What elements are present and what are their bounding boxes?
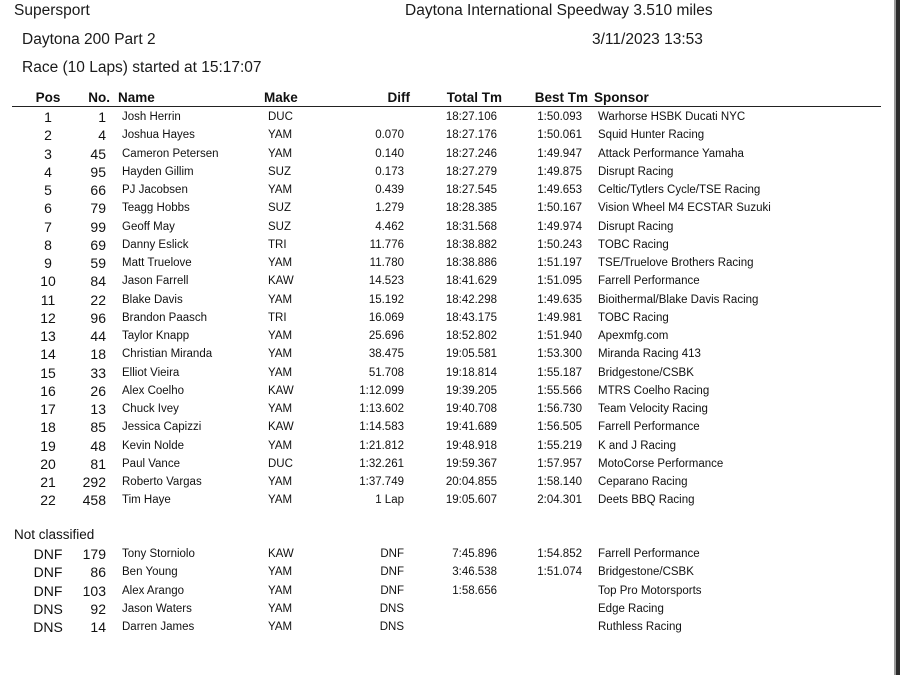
cell-best: 1:54.852 (537, 548, 582, 560)
cell-make: YAM (268, 184, 293, 196)
cell-name: Alex Arango (122, 584, 185, 597)
cell-make: SUZ (268, 165, 291, 178)
series-title: Supersport (14, 2, 90, 19)
cell-sponsor: Disrupt Racing (598, 165, 674, 178)
cell-total: 18:41.629 (445, 275, 497, 288)
cell-make: YAM (268, 366, 293, 379)
report-datetime: 3/11/2023 13:53 (592, 31, 703, 48)
cell-best: 1:50.167 (537, 202, 582, 215)
cell-name: Blake Davis (122, 293, 183, 306)
result-row (0, 382, 900, 400)
cell-no: 66 (90, 182, 106, 198)
cell-best: 1:49.653 (537, 184, 582, 196)
cell-total: 18:28.385 (445, 202, 497, 215)
cell-pos: 15 (40, 364, 56, 381)
cell-total: 19:41.689 (445, 421, 497, 434)
cell-sponsor: Disrupt Racing (598, 220, 674, 233)
cell-sponsor: TOBC Racing (598, 238, 669, 251)
column-header-no: No. (88, 90, 110, 105)
cell-best: 1:51.197 (537, 257, 582, 269)
cell-sponsor: Warhorse HSBK Ducati NYC (598, 111, 746, 123)
cell-no: 69 (90, 236, 106, 253)
result-row (0, 163, 900, 181)
cell-name: Matt Truelove (122, 257, 192, 269)
cell-make: YAM (268, 494, 293, 507)
column-header-diff: Diff (387, 90, 410, 105)
cell-sponsor: Ruthless Racing (598, 621, 682, 633)
cell-no: 85 (90, 419, 106, 436)
cell-name: PJ Jacobsen (122, 184, 188, 196)
cell-best: 2:04.301 (537, 494, 582, 507)
cell-sponsor: MotoCorse Performance (598, 457, 724, 470)
cell-diff: DNF (380, 584, 404, 597)
cell-no: 48 (90, 437, 106, 454)
cell-make: YAM (268, 621, 293, 633)
result-row (0, 236, 900, 254)
cell-diff: DNS (379, 621, 404, 633)
cell-diff: 1:12.099 (359, 384, 404, 397)
cell-make: YAM (268, 348, 293, 361)
result-row (0, 218, 900, 236)
header-divider (12, 106, 881, 107)
cell-sponsor: Bioithermal/Blake Davis Racing (598, 293, 759, 306)
cell-best: 1:49.947 (537, 147, 582, 160)
cell-sponsor: Farrell Performance (598, 421, 700, 434)
cell-sponsor: Celtic/Tytlers Cycle/TSE Racing (598, 184, 761, 196)
cell-name: Josh Herrin (122, 111, 181, 123)
cell-pos: 6 (44, 200, 52, 217)
result-row (0, 254, 900, 272)
cell-make: YAM (268, 602, 293, 615)
cell-no: 96 (90, 309, 106, 326)
cell-best: 1:51.095 (537, 275, 582, 288)
cell-name: Christian Miranda (122, 348, 213, 361)
cell-diff: DNF (380, 548, 404, 560)
cell-diff: 11.780 (369, 257, 404, 269)
cell-no: 81 (90, 455, 106, 472)
cell-diff: 1:32.261 (359, 457, 404, 470)
column-header-name: Name (118, 90, 155, 105)
cell-name: Taylor Knapp (122, 330, 190, 342)
cell-sponsor: TOBC Racing (598, 311, 669, 324)
page-edge (896, 0, 900, 675)
cell-name: Chuck Ivey (122, 403, 179, 415)
result-row (0, 291, 900, 309)
cell-no: 4 (98, 127, 106, 144)
cell-name: Ben Young (122, 566, 178, 579)
cell-name: Elliot Vieira (122, 366, 180, 379)
cell-best: 1:51.074 (537, 566, 582, 579)
result-row (0, 108, 900, 126)
cell-sponsor: Deets BBQ Racing (598, 494, 695, 507)
cell-diff: 0.439 (375, 184, 404, 196)
cell-sponsor: Ceparano Racing (598, 476, 688, 488)
cell-diff: 0.070 (375, 129, 404, 142)
result-row (0, 145, 900, 163)
not-classified-row (0, 563, 900, 581)
cell-pos: 13 (40, 328, 56, 344)
cell-pos: 10 (40, 273, 56, 290)
cell-no: 22 (90, 291, 106, 308)
column-header-pos: Pos (35, 90, 61, 105)
cell-diff: 15.192 (368, 293, 404, 306)
cell-pos: 19 (40, 437, 56, 454)
cell-make: DUC (268, 457, 293, 470)
cell-no: 95 (90, 163, 106, 180)
cell-name: Alex Coelho (122, 384, 185, 397)
cell-pos: DNS (33, 600, 63, 617)
cell-name: Danny Eslick (122, 238, 189, 251)
cell-pos: 17 (40, 401, 56, 417)
cell-pos: 12 (40, 309, 56, 326)
column-header-best-time: Best Tm (534, 90, 588, 105)
cell-pos: 14 (40, 346, 56, 363)
cell-make: YAM (268, 476, 293, 488)
cell-no: 14 (90, 619, 106, 635)
cell-pos: DNF (33, 546, 63, 562)
cell-total: 18:38.886 (445, 257, 497, 269)
result-row (0, 181, 900, 199)
cell-make: YAM (268, 293, 293, 306)
cell-sponsor: Miranda Racing 413 (598, 348, 701, 361)
cell-best: 1:49.635 (537, 293, 582, 306)
cell-best: 1:50.061 (537, 129, 582, 142)
cell-diff: 1 Lap (375, 494, 404, 507)
result-row (0, 491, 900, 509)
cell-best: 1:55.219 (537, 439, 582, 452)
cell-no: 84 (90, 273, 106, 290)
race-info: Race (10 Laps) started at 15:17:07 (22, 59, 262, 76)
cell-best: 1:49.875 (537, 165, 582, 178)
cell-no: 99 (90, 218, 106, 235)
cell-no: 26 (90, 382, 106, 399)
cell-no: 59 (90, 255, 106, 271)
cell-make: YAM (268, 584, 293, 597)
cell-pos: 1 (44, 109, 52, 125)
cell-total: 19:18.814 (445, 366, 497, 379)
cell-no: 33 (90, 364, 106, 381)
cell-name: Brandon Paasch (122, 311, 208, 324)
cell-diff: 11.776 (369, 238, 404, 251)
cell-pos: 22 (40, 492, 56, 509)
cell-sponsor: TSE/Truelove Brothers Racing (598, 257, 754, 269)
cell-diff: 1:21.812 (359, 439, 404, 452)
cell-pos: 4 (44, 163, 52, 180)
cell-no: 86 (90, 564, 106, 581)
cell-name: Cameron Petersen (122, 147, 219, 160)
cell-sponsor: MTRS Coelho Racing (598, 384, 710, 397)
cell-diff: 38.475 (368, 348, 404, 361)
result-row (0, 437, 900, 455)
result-row (0, 364, 900, 382)
cell-best: 1:50.243 (537, 238, 582, 251)
cell-total: 18:27.279 (445, 165, 497, 178)
cell-diff: DNS (379, 602, 404, 615)
cell-pos: 5 (44, 182, 52, 198)
cell-best: 1:55.187 (537, 366, 582, 379)
cell-make: DUC (268, 111, 293, 123)
cell-name: Geoff May (122, 220, 175, 233)
cell-no: 79 (90, 200, 106, 217)
cell-pos: 8 (44, 236, 52, 253)
cell-total: 19:05.581 (445, 348, 497, 361)
cell-pos: 20 (40, 455, 56, 472)
cell-sponsor: Bridgestone/CSBK (598, 566, 694, 579)
cell-diff: 14.523 (368, 275, 404, 288)
cell-best: 1:57.957 (537, 457, 582, 470)
cell-make: YAM (268, 439, 293, 452)
cell-no: 458 (82, 492, 106, 509)
cell-name: Jessica Capizzi (122, 421, 202, 434)
cell-total: 19:39.205 (445, 384, 497, 397)
cell-name: Roberto Vargas (122, 476, 202, 488)
cell-sponsor: Bridgestone/CSBK (598, 366, 694, 379)
cell-best: 1:49.974 (537, 220, 582, 233)
cell-sponsor: Attack Performance Yamaha (598, 147, 744, 160)
cell-make: YAM (268, 330, 293, 342)
result-row (0, 473, 900, 491)
cell-diff: 0.140 (375, 147, 404, 160)
result-row (0, 199, 900, 217)
column-header-make: Make (264, 90, 298, 105)
cell-no: 44 (90, 328, 106, 344)
column-header-total-time: Total Tm (446, 90, 502, 105)
cell-name: Jason Waters (122, 602, 192, 615)
cell-name: Tim Haye (122, 494, 171, 507)
cell-total: 18:31.568 (445, 220, 497, 233)
cell-total: 7:45.896 (452, 548, 497, 560)
cell-sponsor: K and J Racing (598, 439, 676, 452)
cell-total: 18:27.106 (445, 111, 497, 123)
cell-total: 18:38.882 (445, 238, 497, 251)
cell-name: Kevin Nolde (122, 439, 185, 452)
cell-best: 1:51.940 (537, 330, 582, 342)
cell-diff: 1:14.583 (359, 421, 404, 434)
cell-pos: DNS (33, 619, 63, 635)
cell-diff: 0.173 (375, 165, 404, 178)
cell-sponsor: Edge Racing (598, 602, 664, 615)
cell-name: Teagg Hobbs (122, 202, 190, 215)
cell-name: Tony Storniolo (122, 548, 195, 560)
cell-pos: DNF (33, 564, 63, 581)
not-classified-row (0, 618, 900, 636)
cell-name: Paul Vance (122, 457, 180, 470)
cell-name: Darren James (122, 621, 195, 633)
cell-diff: 16.069 (368, 311, 404, 324)
result-row (0, 345, 900, 363)
cell-best: 1:56.505 (537, 421, 582, 434)
cell-total: 18:42.298 (445, 293, 497, 306)
cell-diff: 4.462 (375, 220, 404, 233)
cell-total: 18:27.176 (445, 129, 497, 142)
event-title: Daytona 200 Part 2 (22, 31, 156, 48)
cell-no: 179 (82, 546, 106, 562)
cell-pos: 2 (44, 127, 52, 144)
cell-no: 13 (90, 401, 106, 417)
cell-sponsor: Team Velocity Racing (598, 403, 708, 415)
cell-make: YAM (268, 147, 293, 160)
cell-no: 292 (82, 474, 106, 490)
cell-pos: 16 (40, 382, 56, 399)
not-classified-row (0, 582, 900, 600)
cell-sponsor: Vision Wheel M4 ECSTAR Suzuki (598, 202, 771, 215)
cell-no: 45 (90, 145, 106, 162)
cell-make: KAW (268, 548, 294, 560)
cell-total: 18:27.545 (445, 184, 497, 196)
cell-pos: 18 (40, 419, 56, 436)
cell-total: 18:43.175 (445, 311, 497, 324)
venue-title: Daytona International Speedway 3.510 miles (405, 2, 713, 19)
cell-total: 19:40.708 (445, 403, 497, 415)
cell-total: 19:59.367 (445, 457, 497, 470)
cell-diff: 25.696 (368, 330, 404, 342)
result-row (0, 400, 900, 418)
cell-pos: DNF (33, 582, 63, 599)
cell-total: 18:52.802 (445, 330, 497, 342)
cell-make: TRI (268, 238, 287, 251)
cell-pos: 21 (40, 474, 56, 490)
cell-best: 1:53.300 (537, 348, 582, 361)
cell-total: 19:05.607 (445, 494, 497, 507)
cell-diff: 1:13.602 (359, 403, 404, 415)
cell-make: SUZ (268, 202, 291, 215)
cell-make: YAM (268, 566, 293, 579)
cell-make: YAM (268, 403, 293, 415)
cell-best: 1:56.730 (537, 403, 582, 415)
result-row (0, 327, 900, 345)
cell-make: TRI (268, 311, 287, 324)
cell-name: Jason Farrell (122, 275, 189, 288)
result-row (0, 272, 900, 290)
result-row (0, 309, 900, 327)
cell-sponsor: Top Pro Motorsports (598, 584, 702, 597)
cell-no: 103 (82, 582, 106, 599)
cell-total: 19:48.918 (445, 439, 497, 452)
cell-make: KAW (268, 421, 294, 434)
cell-sponsor: Farrell Performance (598, 548, 700, 560)
cell-no: 92 (90, 600, 106, 617)
result-row (0, 455, 900, 473)
cell-best: 1:49.981 (537, 311, 582, 324)
cell-name: Hayden Gillim (122, 165, 194, 178)
cell-sponsor: Farrell Performance (598, 275, 700, 288)
cell-no: 1 (98, 109, 106, 125)
cell-total: 1:58.656 (452, 584, 497, 597)
cell-pos: 3 (44, 145, 52, 162)
not-classified-row (0, 600, 900, 618)
cell-make: KAW (268, 275, 294, 288)
cell-name: Joshua Hayes (122, 129, 195, 142)
cell-pos: 7 (44, 218, 52, 235)
cell-pos: 11 (40, 291, 56, 308)
cell-make: KAW (268, 384, 294, 397)
cell-best: 1:55.566 (537, 384, 582, 397)
column-header-sponsor: Sponsor (594, 90, 649, 105)
cell-diff: 1:37.749 (359, 476, 404, 488)
cell-diff: 51.708 (368, 366, 404, 379)
result-row (0, 418, 900, 436)
cell-total: 18:27.246 (445, 147, 497, 160)
cell-total: 20:04.855 (445, 476, 497, 488)
not-classified-row (0, 545, 900, 563)
result-row (0, 126, 900, 144)
cell-sponsor: Apexmfg.com (598, 330, 669, 342)
cell-make: YAM (268, 129, 293, 142)
cell-best: 1:58.140 (537, 476, 582, 488)
cell-diff: DNF (380, 566, 404, 579)
cell-pos: 9 (44, 255, 52, 271)
cell-best: 1:50.093 (537, 111, 582, 123)
cell-make: YAM (268, 257, 293, 269)
cell-sponsor: Squid Hunter Racing (598, 129, 705, 142)
cell-no: 18 (90, 346, 106, 363)
not-classified-title: Not classified (14, 527, 95, 542)
cell-make: SUZ (268, 220, 291, 233)
cell-total: 3:46.538 (452, 566, 497, 579)
cell-diff: 1.279 (375, 202, 404, 215)
